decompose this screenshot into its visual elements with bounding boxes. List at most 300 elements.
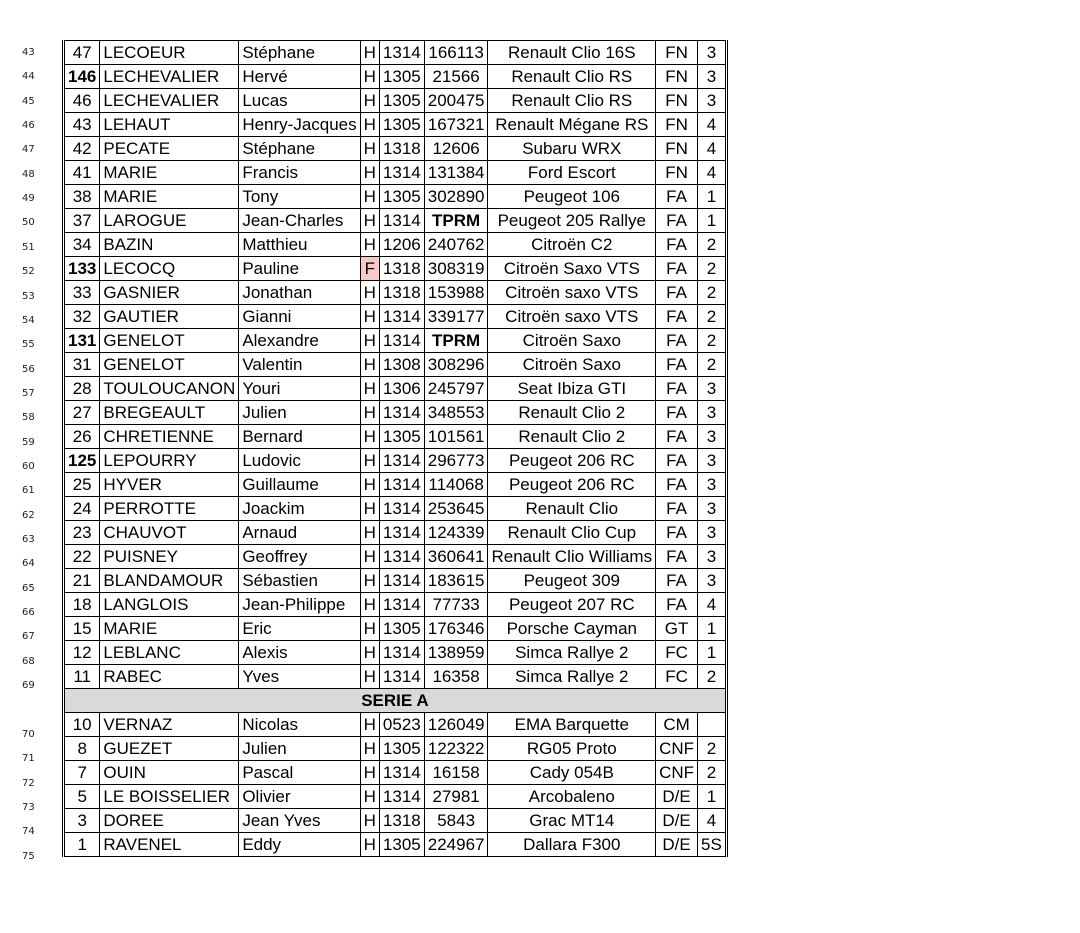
cell-classe: 5S xyxy=(698,833,727,857)
cell-sexe: H xyxy=(360,761,379,785)
cell-num: 28 xyxy=(64,377,100,401)
cell-classe: 3 xyxy=(698,521,727,545)
row-number: 59 xyxy=(22,436,35,448)
cell-classe: 3 xyxy=(698,449,727,473)
table-row xyxy=(64,713,727,737)
cell-permis: 302890 xyxy=(424,185,488,209)
cell-nom: LANGLOIS xyxy=(100,593,239,617)
table-row xyxy=(64,185,727,209)
row-number: 47 xyxy=(22,144,35,156)
cell-num: 10 xyxy=(64,713,100,737)
cell-nom: LECHEVALIER xyxy=(100,89,239,113)
cell-classe: 4 xyxy=(698,161,727,185)
cell-num: 26 xyxy=(64,425,100,449)
cell-num: 5 xyxy=(64,785,100,809)
cell-permis: 16358 xyxy=(424,665,488,689)
cell-sexe: H xyxy=(360,281,379,305)
row-number: 65 xyxy=(22,582,35,594)
cell-nom: LEHAUT xyxy=(100,113,239,137)
cell-nom: LECHEVALIER xyxy=(100,65,239,89)
table-row xyxy=(64,305,727,329)
cell-sexe: F xyxy=(360,257,379,281)
cell-voiture: Renault Clio RS xyxy=(488,65,656,89)
cell-prenom: Stéphane xyxy=(239,137,360,161)
cell-sexe: H xyxy=(360,521,379,545)
cell-lic: 1314 xyxy=(379,41,424,65)
cell-prenom: Hervé xyxy=(239,65,360,89)
cell-sexe: H xyxy=(360,737,379,761)
cell-nom: CHRETIENNE xyxy=(100,425,239,449)
cell-classe: 3 xyxy=(698,497,727,521)
cell-num: 1 xyxy=(64,833,100,857)
cell-prenom: Geoffrey xyxy=(239,545,360,569)
cell-prenom: Olivier xyxy=(239,785,360,809)
cell-permis: 240762 xyxy=(424,233,488,257)
row-number: 67 xyxy=(22,631,35,643)
cell-voiture: Citroën Saxo xyxy=(488,353,656,377)
cell-groupe: FN xyxy=(656,89,698,113)
cell-classe: 3 xyxy=(698,425,727,449)
cell-classe: 2 xyxy=(698,329,727,353)
cell-lic: 1314 xyxy=(379,401,424,425)
cell-prenom: Henry-Jacques xyxy=(239,113,360,137)
cell-num: 43 xyxy=(64,113,100,137)
cell-voiture: Renault Clio Williams xyxy=(488,545,656,569)
table-row xyxy=(64,641,727,665)
cell-lic: 1314 xyxy=(379,497,424,521)
cell-nom: PERROTTE xyxy=(100,497,239,521)
cell-classe: 4 xyxy=(698,593,727,617)
row-number: 66 xyxy=(22,607,35,619)
cell-sexe: H xyxy=(360,41,379,65)
cell-lic: 1314 xyxy=(379,593,424,617)
cell-num: 8 xyxy=(64,737,100,761)
cell-classe: 3 xyxy=(698,89,727,113)
cell-permis: 126049 xyxy=(424,713,488,737)
cell-permis: 308296 xyxy=(424,353,488,377)
cell-prenom: Pauline xyxy=(239,257,360,281)
cell-voiture: Peugeot 309 xyxy=(488,569,656,593)
cell-classe: 2 xyxy=(698,665,727,689)
cell-sexe: H xyxy=(360,449,379,473)
cell-voiture: Dallara F300 xyxy=(488,833,656,857)
cell-prenom: Matthieu xyxy=(239,233,360,257)
cell-groupe: FA xyxy=(656,569,698,593)
cell-num: 25 xyxy=(64,473,100,497)
cell-permis: TPRM xyxy=(424,209,488,233)
cell-voiture: Citroën saxo VTS xyxy=(488,281,656,305)
cell-sexe: H xyxy=(360,785,379,809)
cell-nom: OUIN xyxy=(100,761,239,785)
cell-groupe: FA xyxy=(656,257,698,281)
cell-prenom: Yves xyxy=(239,665,360,689)
cell-num: 12 xyxy=(64,641,100,665)
cell-permis: 12606 xyxy=(424,137,488,161)
table-row xyxy=(64,521,727,545)
cell-num: 146 xyxy=(64,65,100,89)
cell-voiture: Renault Mégane RS xyxy=(488,113,656,137)
cell-classe: 3 xyxy=(698,65,727,89)
cell-sexe: H xyxy=(360,305,379,329)
cell-voiture: Renault Clio 16S xyxy=(488,41,656,65)
table-row xyxy=(64,761,727,785)
cell-num: 18 xyxy=(64,593,100,617)
cell-groupe: FN xyxy=(656,137,698,161)
cell-sexe: H xyxy=(360,569,379,593)
table-row xyxy=(64,617,727,641)
cell-lic: 1305 xyxy=(379,617,424,641)
cell-num: 131 xyxy=(64,329,100,353)
cell-classe: 3 xyxy=(698,545,727,569)
cell-sexe: H xyxy=(360,401,379,425)
cell-classe: 3 xyxy=(698,569,727,593)
cell-nom: MARIE xyxy=(100,617,239,641)
row-number: 71 xyxy=(22,753,35,765)
cell-permis: 245797 xyxy=(424,377,488,401)
cell-classe: 1 xyxy=(698,785,727,809)
cell-num: 42 xyxy=(64,137,100,161)
table-row xyxy=(64,113,727,137)
cell-prenom: Ludovic xyxy=(239,449,360,473)
row-number: 58 xyxy=(22,412,35,424)
table-row xyxy=(64,737,727,761)
cell-num: 24 xyxy=(64,497,100,521)
cell-sexe: H xyxy=(360,593,379,617)
cell-permis: 176346 xyxy=(424,617,488,641)
cell-voiture: RG05 Proto xyxy=(488,737,656,761)
table-row xyxy=(64,209,727,233)
cell-classe: 3 xyxy=(698,41,727,65)
cell-prenom: Guillaume xyxy=(239,473,360,497)
cell-num: 133 xyxy=(64,257,100,281)
row-number: 55 xyxy=(22,339,35,351)
cell-prenom: Arnaud xyxy=(239,521,360,545)
cell-nom: LEBLANC xyxy=(100,641,239,665)
cell-permis: 253645 xyxy=(424,497,488,521)
cell-nom: PUISNEY xyxy=(100,545,239,569)
cell-permis: 224967 xyxy=(424,833,488,857)
cell-permis: 183615 xyxy=(424,569,488,593)
cell-nom: VERNAZ xyxy=(100,713,239,737)
cell-prenom: Youri xyxy=(239,377,360,401)
cell-classe: 2 xyxy=(698,281,727,305)
cell-groupe: FA xyxy=(656,233,698,257)
cell-classe: 3 xyxy=(698,401,727,425)
cell-classe: 2 xyxy=(698,233,727,257)
cell-nom: DOREE xyxy=(100,809,239,833)
cell-groupe: FA xyxy=(656,425,698,449)
table-row xyxy=(64,473,727,497)
cell-voiture: Renault Clio Cup xyxy=(488,521,656,545)
row-number: 48 xyxy=(22,168,35,180)
cell-sexe: H xyxy=(360,833,379,857)
cell-lic: 1305 xyxy=(379,737,424,761)
cell-nom: LEPOURRY xyxy=(100,449,239,473)
cell-groupe: FA xyxy=(656,473,698,497)
cell-sexe: H xyxy=(360,473,379,497)
cell-voiture: Peugeot 206 RC xyxy=(488,473,656,497)
cell-voiture: Ford Escort xyxy=(488,161,656,185)
cell-groupe: FA xyxy=(656,305,698,329)
cell-groupe: FA xyxy=(656,449,698,473)
table-row xyxy=(64,257,727,281)
cell-classe: 4 xyxy=(698,137,727,161)
cell-sexe: H xyxy=(360,617,379,641)
row-number: 73 xyxy=(22,801,35,813)
cell-sexe: H xyxy=(360,665,379,689)
cell-classe: 3 xyxy=(698,473,727,497)
cell-classe: 4 xyxy=(698,809,727,833)
row-number: 43 xyxy=(22,47,35,58)
cell-nom: LECOEUR xyxy=(100,41,239,65)
cell-permis: 153988 xyxy=(424,281,488,305)
table-row xyxy=(64,449,727,473)
cell-lic: 1305 xyxy=(379,89,424,113)
cell-nom: GENELOT xyxy=(100,353,239,377)
cell-groupe: FA xyxy=(656,281,698,305)
cell-lic: 1318 xyxy=(379,257,424,281)
cell-prenom: Tony xyxy=(239,185,360,209)
cell-num: 23 xyxy=(64,521,100,545)
cell-sexe: H xyxy=(360,713,379,737)
cell-nom: MARIE xyxy=(100,185,239,209)
cell-num: 31 xyxy=(64,353,100,377)
cell-lic: 1318 xyxy=(379,281,424,305)
cell-prenom: Gianni xyxy=(239,305,360,329)
cell-lic: 1314 xyxy=(379,329,424,353)
cell-permis: 122322 xyxy=(424,737,488,761)
cell-num: 47 xyxy=(64,41,100,65)
cell-prenom: Stéphane xyxy=(239,41,360,65)
cell-voiture: Grac MT14 xyxy=(488,809,656,833)
row-number: 72 xyxy=(22,777,35,789)
cell-num: 41 xyxy=(64,161,100,185)
row-number: 64 xyxy=(22,558,35,570)
cell-permis: 114068 xyxy=(424,473,488,497)
table-row xyxy=(64,425,727,449)
cell-sexe: H xyxy=(360,89,379,113)
table-row xyxy=(64,785,727,809)
cell-lic: 1314 xyxy=(379,161,424,185)
cell-lic: 1318 xyxy=(379,809,424,833)
cell-lic: 1314 xyxy=(379,665,424,689)
cell-permis: 138959 xyxy=(424,641,488,665)
cell-sexe: H xyxy=(360,353,379,377)
table-row xyxy=(64,569,727,593)
cell-num: 21 xyxy=(64,569,100,593)
cell-permis: 360641 xyxy=(424,545,488,569)
cell-voiture: Peugeot 206 RC xyxy=(488,449,656,473)
cell-lic: 1314 xyxy=(379,785,424,809)
cell-prenom: Alexis xyxy=(239,641,360,665)
cell-sexe: H xyxy=(360,545,379,569)
cell-sexe: H xyxy=(360,497,379,521)
cell-nom: MARIE xyxy=(100,161,239,185)
cell-voiture: Renault Clio 2 xyxy=(488,401,656,425)
cell-voiture: Citroën C2 xyxy=(488,233,656,257)
cell-classe: 1 xyxy=(698,209,727,233)
cell-classe: 2 xyxy=(698,257,727,281)
cell-permis: 5843 xyxy=(424,809,488,833)
cell-lic: 1314 xyxy=(379,641,424,665)
cell-num: 7 xyxy=(64,761,100,785)
cell-groupe: FN xyxy=(656,113,698,137)
cell-voiture: Simca Rallye 2 xyxy=(488,665,656,689)
row-number: 49 xyxy=(22,193,35,205)
cell-sexe: H xyxy=(360,161,379,185)
cell-lic: 1308 xyxy=(379,353,424,377)
cell-lic: 1314 xyxy=(379,569,424,593)
cell-voiture: Citroën Saxo VTS xyxy=(488,257,656,281)
cell-num: 46 xyxy=(64,89,100,113)
cell-num: 27 xyxy=(64,401,100,425)
cell-permis: 296773 xyxy=(424,449,488,473)
cell-lic: 1305 xyxy=(379,113,424,137)
cell-prenom: Eric xyxy=(239,617,360,641)
table-body xyxy=(64,41,727,857)
cell-voiture: Simca Rallye 2 xyxy=(488,641,656,665)
table-row xyxy=(64,233,727,257)
cell-sexe: H xyxy=(360,65,379,89)
cell-voiture: Peugeot 106 xyxy=(488,185,656,209)
cell-prenom: Jean-Philippe xyxy=(239,593,360,617)
table-row xyxy=(64,497,727,521)
cell-groupe: CNF xyxy=(656,737,698,761)
cell-voiture: Arcobaleno xyxy=(488,785,656,809)
cell-num: 32 xyxy=(64,305,100,329)
cell-num: 37 xyxy=(64,209,100,233)
cell-voiture: Renault Clio 2 xyxy=(488,425,656,449)
cell-groupe: FC xyxy=(656,641,698,665)
cell-groupe: FA xyxy=(656,329,698,353)
row-number: 69 xyxy=(22,680,35,692)
cell-lic: 1314 xyxy=(379,209,424,233)
cell-classe: 4 xyxy=(698,113,727,137)
row-number: 60 xyxy=(22,460,35,472)
table-row xyxy=(64,593,727,617)
cell-prenom: Valentin xyxy=(239,353,360,377)
cell-groupe: D/E xyxy=(656,809,698,833)
cell-lic: 1314 xyxy=(379,473,424,497)
cell-voiture: Citroën Saxo xyxy=(488,329,656,353)
table-row xyxy=(64,353,727,377)
table-row xyxy=(64,281,727,305)
cell-nom: BLANDAMOUR xyxy=(100,569,239,593)
cell-classe: 2 xyxy=(698,305,727,329)
cell-prenom: Lucas xyxy=(239,89,360,113)
cell-prenom: Jean-Charles xyxy=(239,209,360,233)
table-row xyxy=(64,65,727,89)
cell-lic: 1305 xyxy=(379,425,424,449)
cell-prenom: Sébastien xyxy=(239,569,360,593)
cell-lic: 1306 xyxy=(379,377,424,401)
row-number: 62 xyxy=(22,509,35,521)
table-row xyxy=(64,401,727,425)
cell-sexe: H xyxy=(360,233,379,257)
cell-groupe: FA xyxy=(656,401,698,425)
cell-classe: 1 xyxy=(698,185,727,209)
cell-nom: GENELOT xyxy=(100,329,239,353)
cell-voiture: Porsche Cayman xyxy=(488,617,656,641)
cell-voiture: Renault Clio RS xyxy=(488,89,656,113)
row-number: 74 xyxy=(22,826,35,838)
table-row xyxy=(64,137,727,161)
section-label: SERIE A xyxy=(64,689,727,713)
cell-sexe: H xyxy=(360,137,379,161)
cell-lic: 1314 xyxy=(379,449,424,473)
cell-num: 125 xyxy=(64,449,100,473)
table-row xyxy=(64,545,727,569)
section-header-row xyxy=(64,689,727,713)
cell-nom: BREGEAULT xyxy=(100,401,239,425)
table-row xyxy=(64,329,727,353)
cell-permis: 167321 xyxy=(424,113,488,137)
entry-list-table xyxy=(62,40,728,857)
cell-sexe: H xyxy=(360,113,379,137)
cell-permis: 77733 xyxy=(424,593,488,617)
cell-nom: BAZIN xyxy=(100,233,239,257)
cell-prenom: Francis xyxy=(239,161,360,185)
cell-groupe: FA xyxy=(656,185,698,209)
cell-lic: 1314 xyxy=(379,761,424,785)
cell-voiture: Seat Ibiza GTI xyxy=(488,377,656,401)
cell-prenom: Nicolas xyxy=(239,713,360,737)
row-number: 56 xyxy=(22,363,35,375)
cell-voiture: Cady 054B xyxy=(488,761,656,785)
row-number: 52 xyxy=(22,266,35,278)
cell-groupe: FA xyxy=(656,377,698,401)
cell-groupe: FA xyxy=(656,209,698,233)
row-number: 70 xyxy=(22,728,35,740)
row-number: 45 xyxy=(22,95,35,107)
row-number: 68 xyxy=(22,655,35,667)
cell-groupe: FA xyxy=(656,521,698,545)
cell-nom: TOULOUCANON xyxy=(100,377,239,401)
cell-groupe: FA xyxy=(656,497,698,521)
cell-prenom: Jean Yves xyxy=(239,809,360,833)
cell-voiture: EMA Barquette xyxy=(488,713,656,737)
cell-classe: 1 xyxy=(698,617,727,641)
cell-nom: RAVENEL xyxy=(100,833,239,857)
cell-nom: PECATE xyxy=(100,137,239,161)
cell-permis: 166113 xyxy=(424,41,488,65)
cell-sexe: H xyxy=(360,641,379,665)
cell-lic: 1305 xyxy=(379,65,424,89)
cell-prenom: Pascal xyxy=(239,761,360,785)
cell-groupe: FA xyxy=(656,593,698,617)
cell-groupe: FN xyxy=(656,65,698,89)
cell-permis: 339177 xyxy=(424,305,488,329)
table-row xyxy=(64,833,727,857)
cell-permis: 124339 xyxy=(424,521,488,545)
cell-permis: 21566 xyxy=(424,65,488,89)
cell-num: 34 xyxy=(64,233,100,257)
cell-classe xyxy=(698,713,727,737)
row-number: 46 xyxy=(22,120,35,132)
cell-groupe: D/E xyxy=(656,833,698,857)
cell-classe: 1 xyxy=(698,641,727,665)
row-number: 53 xyxy=(22,290,35,302)
cell-lic: 1314 xyxy=(379,305,424,329)
cell-permis: 131384 xyxy=(424,161,488,185)
cell-permis: 308319 xyxy=(424,257,488,281)
cell-permis: 200475 xyxy=(424,89,488,113)
cell-prenom: Julien xyxy=(239,737,360,761)
cell-num: 22 xyxy=(64,545,100,569)
cell-classe: 2 xyxy=(698,737,727,761)
table-row xyxy=(64,41,727,65)
cell-prenom: Bernard xyxy=(239,425,360,449)
